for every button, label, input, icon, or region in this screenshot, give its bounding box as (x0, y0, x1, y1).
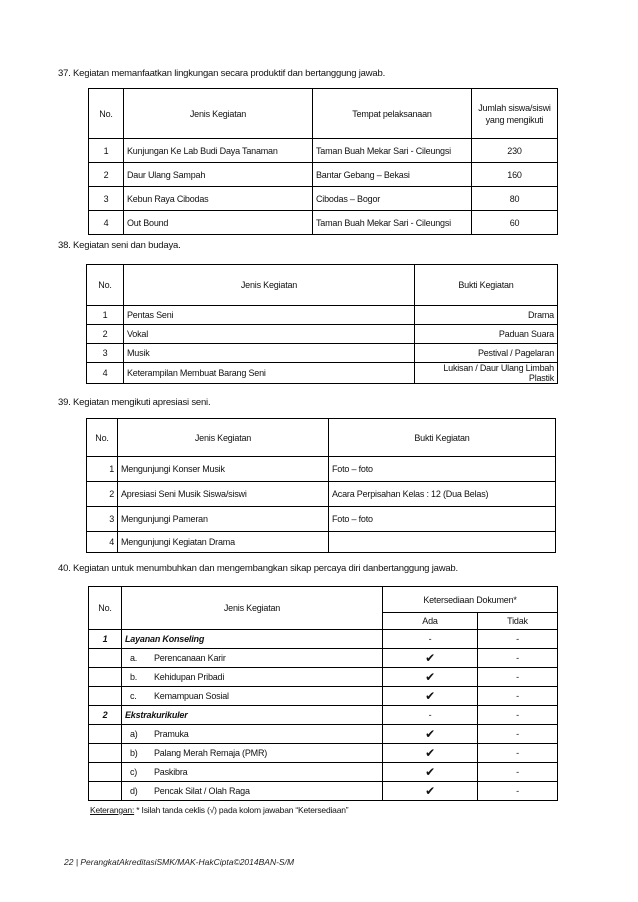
table-row (87, 532, 556, 553)
table-40 (88, 586, 558, 801)
cell-jenis: Vokal (124, 325, 415, 344)
cell-jenis (122, 668, 383, 687)
item-label: Palang Merah Remaja (PMR) (154, 748, 268, 758)
list-item (89, 725, 558, 744)
cell-no (89, 744, 122, 763)
cell-ada: - (383, 630, 478, 649)
cell-tidak: - (478, 706, 558, 725)
item-label: Pencak Silat / Olah Raga (154, 786, 250, 796)
cell-tidak: - (478, 687, 558, 706)
cell-jenis (122, 744, 383, 763)
table-header-row (89, 89, 558, 139)
table-row (89, 139, 558, 163)
cell-no: 2 (87, 482, 118, 507)
table-row (87, 325, 558, 344)
cell-no: 4 (87, 363, 124, 384)
cell-jumlah: 230 (472, 139, 558, 163)
page-footer: 22 | PerangkatAkreditasiSMK/MAK-HakCipta©2014BAN-S/M (64, 857, 295, 867)
note-text: * Isilah tanda ceklis (√) pada kolom jawaban “Ketersediaan” (134, 805, 349, 815)
cell-jenis: Mengunjungi Kegiatan Drama (118, 532, 329, 553)
item-mark: a. (130, 653, 138, 663)
cell-no (89, 687, 122, 706)
group-row (89, 706, 558, 725)
cell-jenis: Kebun Raya Cibodas (124, 187, 313, 211)
table-note (90, 805, 348, 815)
cell-jenis: Mengunjungi Pameran (118, 507, 329, 532)
cell-tempat: Bantar Gebang – Bekasi (313, 163, 472, 187)
table-row (87, 344, 558, 363)
header-no: No. (89, 89, 124, 139)
header-ada: Ada (383, 613, 478, 630)
cell-tidak: - (478, 744, 558, 763)
cell-bukti: Foto – foto (329, 457, 556, 482)
cell-bukti: Foto – foto (329, 507, 556, 532)
cell-tidak: - (478, 668, 558, 687)
table-row (89, 163, 558, 187)
cell-jenis: Out Bound (124, 211, 313, 235)
cell-jenis: Kunjungan Ke Lab Budi Daya Tanaman (124, 139, 313, 163)
list-item (89, 649, 558, 668)
cell-no: 1 (89, 630, 122, 649)
cell-no: 1 (87, 457, 118, 482)
table-row (89, 187, 558, 211)
group-row (89, 630, 558, 649)
check-icon: ✔ (383, 668, 478, 687)
section-39-title: 39. Kegiatan mengikuti apresiasi seni. (58, 397, 211, 408)
header-jenis: Jenis Kegiatan (124, 89, 313, 139)
item-mark: d) (130, 786, 138, 796)
check-icon: ✔ (383, 649, 478, 668)
section-38-title: 38. Kegiatan seni dan budaya. (58, 240, 181, 251)
cell-bukti: Drama (415, 306, 558, 325)
list-item (89, 782, 558, 801)
item-mark: a) (130, 729, 138, 739)
table-row (87, 306, 558, 325)
item-label: Perencanaan Karir (154, 653, 226, 663)
cell-no: 4 (89, 211, 124, 235)
cell-tempat: Cibodas – Bogor (313, 187, 472, 211)
cell-no: 3 (87, 507, 118, 532)
cell-bukti: Acara Perpisahan Kelas : 12 (Dua Belas) (329, 482, 556, 507)
table-row (87, 507, 556, 532)
item-mark: c) (130, 767, 138, 777)
header-no: No. (89, 587, 122, 630)
check-icon: ✔ (383, 687, 478, 706)
cell-no: 2 (87, 325, 124, 344)
cell-jenis: Daur Ulang Sampah (124, 163, 313, 187)
item-mark: b) (130, 748, 138, 758)
cell-no (89, 725, 122, 744)
table-row (89, 211, 558, 235)
item-label: Kemampuan Sosial (154, 691, 229, 701)
check-icon: ✔ (383, 763, 478, 782)
table-39 (86, 418, 556, 553)
cell-no: 3 (87, 344, 124, 363)
header-bukti: Bukti Kegiatan (329, 419, 556, 457)
cell-jenis (122, 687, 383, 706)
table-38 (86, 264, 558, 384)
cell-jenis: Apresiasi Seni Musik Siswa/siswi (118, 482, 329, 507)
cell-no: 4 (87, 532, 118, 553)
cell-jumlah: 60 (472, 211, 558, 235)
note-label: Keterangan: (90, 805, 135, 815)
header-jenis: Jenis Kegiatan (124, 265, 415, 306)
header-jumlah (472, 89, 558, 139)
cell-no: 2 (89, 163, 124, 187)
cell-ada: - (383, 706, 478, 725)
cell-bukti (329, 532, 556, 553)
cell-tidak: - (478, 725, 558, 744)
table-37 (88, 88, 558, 235)
check-icon: ✔ (383, 744, 478, 763)
cell-jenis: Musik (124, 344, 415, 363)
item-label: Pramuka (154, 729, 189, 739)
group-title: Layanan Konseling (122, 630, 383, 649)
cell-tidak: - (478, 763, 558, 782)
list-item (89, 763, 558, 782)
list-item (89, 668, 558, 687)
cell-jenis: Pentas Seni (124, 306, 415, 325)
table-row (87, 482, 556, 507)
cell-jenis (122, 649, 383, 668)
header-no: No. (87, 419, 118, 457)
cell-no: 1 (89, 139, 124, 163)
item-mark: b. (130, 672, 138, 682)
cell-bukti: Lukisan / Daur Ulang Limbah Plastik (415, 363, 558, 384)
cell-tidak: - (478, 782, 558, 801)
cell-jenis (122, 725, 383, 744)
table-row (87, 457, 556, 482)
table-header-row (89, 587, 558, 613)
header-no: No. (87, 265, 124, 306)
cell-bukti: Pestival / Pagelaran (415, 344, 558, 363)
cell-jenis (122, 763, 383, 782)
table-row (87, 363, 558, 384)
cell-jenis: Mengunjungi Konser Musik (118, 457, 329, 482)
cell-jenis: Keterampilan Membuat Barang Seni (124, 363, 415, 384)
check-icon: ✔ (383, 782, 478, 801)
cell-bukti: Paduan Suara (415, 325, 558, 344)
header-ketersediaan: Ketersediaan Dokumen* (383, 587, 558, 613)
header-bukti: Bukti Kegiatan (415, 265, 558, 306)
cell-no (89, 763, 122, 782)
cell-jumlah: 80 (472, 187, 558, 211)
list-item (89, 744, 558, 763)
table-header-row (87, 419, 556, 457)
header-jumlah-line2: yang mengikuti (485, 114, 544, 125)
header-jumlah-line1: Jumlah siswa/siswi (478, 102, 551, 113)
cell-no (89, 649, 122, 668)
check-icon: ✔ (383, 725, 478, 744)
cell-no (89, 782, 122, 801)
cell-tempat: Taman Buah Mekar Sari - Cileungsi (313, 139, 472, 163)
header-tidak: Tidak (478, 613, 558, 630)
cell-tempat: Taman Buah Mekar Sari - Cileungsi (313, 211, 472, 235)
cell-no: 2 (89, 706, 122, 725)
cell-no (89, 668, 122, 687)
cell-no: 1 (87, 306, 124, 325)
cell-tidak: - (478, 649, 558, 668)
list-item (89, 687, 558, 706)
table-header-row (87, 265, 558, 306)
group-title: Ekstrakurikuler (122, 706, 383, 725)
cell-no: 3 (89, 187, 124, 211)
cell-jumlah: 160 (472, 163, 558, 187)
item-label: Paskibra (154, 767, 188, 777)
header-jenis: Jenis Kegiatan (118, 419, 329, 457)
item-mark: c. (130, 691, 137, 701)
section-40-title: 40. Kegiatan untuk menumbuhkan dan mengembangkan sikap percaya diri danbertanggung jawab. (58, 563, 458, 574)
header-tempat: Tempat pelaksanaan (313, 89, 472, 139)
cell-jenis (122, 782, 383, 801)
section-37-title: 37. Kegiatan memanfaatkan lingkungan secara produktif dan bertanggung jawab. (58, 68, 386, 79)
header-jenis: Jenis Kegiatan (122, 587, 383, 630)
item-label: Kehidupan Pribadi (154, 672, 225, 682)
cell-tidak: - (478, 630, 558, 649)
